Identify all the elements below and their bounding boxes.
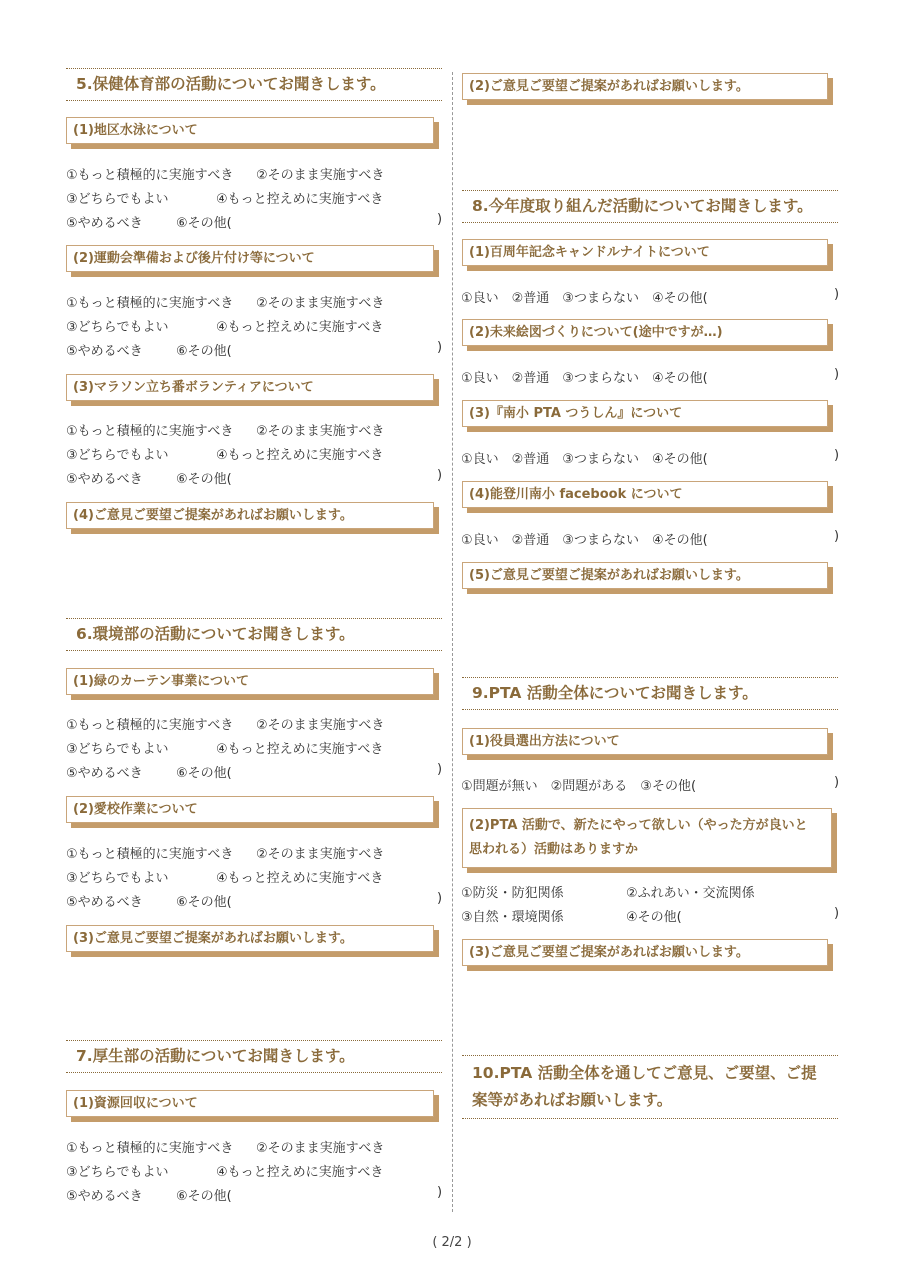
s5-q1-opt3[interactable]: ③どちらでもよい [66, 192, 169, 207]
s5-q3-opt3[interactable]: ③どちらでもよい [66, 448, 169, 463]
s8-q4-heading: (4)能登川南小 facebook について [462, 481, 828, 508]
s5-q3-opt6[interactable]: ⑥その他( [176, 472, 232, 487]
s9-q2-opt2[interactable]: ②ふれあい・交流関係 [626, 886, 755, 901]
s9-q2-opt3[interactable]: ③自然・環境関係 [461, 910, 564, 925]
s6-q2-opt3[interactable]: ③どちらでもよい [66, 871, 169, 886]
s5-q2-opt6[interactable]: ⑥その他( [176, 344, 232, 359]
s7-q1-opt1[interactable]: ①もっと積極的に実施すべき [66, 1141, 234, 1156]
s5-q1-opt1[interactable]: ①もっと積極的に実施すべき [66, 168, 234, 183]
s6-q2-opt6[interactable]: ⑥その他( [176, 895, 232, 910]
s8-q4-close: ) [834, 529, 840, 544]
s8-q5-heading: (5)ご意見ご要望ご提案があればお願いします。 [462, 562, 828, 589]
s8-q2-options[interactable]: ①良い ②普通 ③つまらない ④その他( [461, 371, 708, 386]
s7-q1-opt4[interactable]: ④もっと控えめに実施すべき [216, 1165, 384, 1180]
s5-q3-opt5[interactable]: ⑤やめるべき [66, 472, 143, 487]
page-number: ( 2/2 ) [432, 1235, 472, 1250]
s5-q3-heading: (3)マラソン立ち番ボランティアについて [66, 374, 434, 401]
s6-q1-opt5[interactable]: ⑤やめるべき [66, 766, 143, 781]
s5-q2-opt4[interactable]: ④もっと控えめに実施すべき [216, 320, 384, 335]
section-8-title: 8.今年度取り組んだ活動についてお聞きします。 [462, 190, 838, 223]
s9-q2-opt4[interactable]: ④その他( [626, 910, 682, 925]
s7-q1-opt6[interactable]: ⑥その他( [176, 1189, 232, 1204]
column-divider [452, 72, 453, 1212]
s5-q1-opt4[interactable]: ④もっと控えめに実施すべき [216, 192, 384, 207]
s5-q3-opt4[interactable]: ④もっと控えめに実施すべき [216, 448, 384, 463]
s6-q2-opt4[interactable]: ④もっと控えめに実施すべき [216, 871, 384, 886]
s5-q2-close: ) [437, 340, 443, 355]
s5-q2-heading: (2)運動会準備および後片付け等について [66, 245, 434, 272]
s6-q2-heading: (2)愛校作業について [66, 796, 434, 823]
s9-q2-opt1[interactable]: ①防災・防犯関係 [461, 886, 564, 901]
s5-q1-opt2[interactable]: ②そのまま実施すべき [256, 168, 385, 183]
section-9-title: 9.PTA 活動全体についてお聞きします。 [462, 677, 838, 710]
s7-q1-opt2[interactable]: ②そのまま実施すべき [256, 1141, 385, 1156]
s6-q1-close: ) [437, 762, 443, 777]
s5-q3-opt2[interactable]: ②そのまま実施すべき [256, 424, 385, 439]
s7-q1-heading: (1)資源回収について [66, 1090, 434, 1117]
s9-q2-line2: 思われる）活動はありますか [469, 842, 639, 857]
s6-q1-opt6[interactable]: ⑥その他( [176, 766, 232, 781]
s8-q1-close: ) [834, 287, 840, 302]
s5-q4-heading: (4)ご意見ご要望ご提案があればお願いします。 [66, 502, 434, 529]
s9-q2-line1: (2)PTA 活動で、新たにやって欲しい（やった方が良いと [469, 818, 808, 833]
s9-q1-heading: (1)役員選出方法について [462, 728, 828, 755]
s5-q3-close: ) [437, 468, 443, 483]
s8-q2-close: ) [834, 367, 840, 382]
s9-q1-close: ) [834, 775, 840, 790]
s5-q2-opt3[interactable]: ③どちらでもよい [66, 320, 169, 335]
s7-q1-close: ) [437, 1185, 443, 1200]
s6-q1-opt1[interactable]: ①もっと積極的に実施すべき [66, 718, 234, 733]
section-10-title-line2: 案等があればお願いします。 [472, 1091, 673, 1110]
section-7-title: 7.厚生部の活動についてお聞きします。 [66, 1040, 442, 1073]
s5-q1-heading: (1)地区水泳について [66, 117, 434, 144]
s6-q1-opt4[interactable]: ④もっと控えめに実施すべき [216, 742, 384, 757]
s6-q1-heading: (1)緑のカーテン事業について [66, 668, 434, 695]
s6-q2-close: ) [437, 891, 443, 906]
s5-q2-opt1[interactable]: ①もっと積極的に実施すべき [66, 296, 234, 311]
s8-q3-heading: (3)『南小 PTA つうしん』について [462, 400, 828, 427]
s6-q1-opt2[interactable]: ②そのまま実施すべき [256, 718, 385, 733]
s7-q1-opt3[interactable]: ③どちらでもよい [66, 1165, 169, 1180]
s7-q2-heading: (2)ご意見ご要望ご提案があればお願いします。 [462, 73, 828, 100]
s8-q4-options[interactable]: ①良い ②普通 ③つまらない ④その他( [461, 533, 708, 548]
s6-q2-opt1[interactable]: ①もっと積極的に実施すべき [66, 847, 234, 862]
s8-q1-options[interactable]: ①良い ②普通 ③つまらない ④その他( [461, 291, 708, 306]
s6-q1-opt3[interactable]: ③どちらでもよい [66, 742, 169, 757]
s5-q1-opt6[interactable]: ⑥その他( [176, 216, 232, 231]
s5-q1-opt5[interactable]: ⑤やめるべき [66, 216, 143, 231]
s6-q2-opt2[interactable]: ②そのまま実施すべき [256, 847, 385, 862]
s9-q2-heading [462, 808, 832, 868]
s6-q3-heading: (3)ご意見ご要望ご提案があればお願いします。 [66, 925, 434, 952]
s8-q1-heading: (1)百周年記念キャンドルナイトについて [462, 239, 828, 266]
s9-q3-heading: (3)ご意見ご要望ご提案があればお願いします。 [462, 939, 828, 966]
s5-q3-opt1[interactable]: ①もっと積極的に実施すべき [66, 424, 234, 439]
s7-q1-opt5[interactable]: ⑤やめるべき [66, 1189, 143, 1204]
s5-q2-opt5[interactable]: ⑤やめるべき [66, 344, 143, 359]
s8-q3-close: ) [834, 448, 840, 463]
section-5-title: 5.保健体育部の活動についてお聞きします。 [66, 68, 442, 101]
s9-q1-options[interactable]: ①問題が無い ②問題がある ③その他( [461, 779, 697, 794]
s5-q2-opt2[interactable]: ②そのまま実施すべき [256, 296, 385, 311]
s5-q1-close: ) [437, 212, 443, 227]
s6-q2-opt5[interactable]: ⑤やめるべき [66, 895, 143, 910]
section-10-title [462, 1055, 838, 1119]
s8-q3-options[interactable]: ①良い ②普通 ③つまらない ④その他( [461, 452, 708, 467]
s9-q2-close: ) [834, 906, 840, 921]
section-6-title: 6.環境部の活動についてお聞きします。 [66, 618, 442, 651]
s8-q2-heading: (2)未来絵図づくりについて(途中ですが…) [462, 319, 828, 346]
section-10-title-line1: 10.PTA 活動全体を通してご意見、ご要望、ご提 [472, 1064, 817, 1082]
